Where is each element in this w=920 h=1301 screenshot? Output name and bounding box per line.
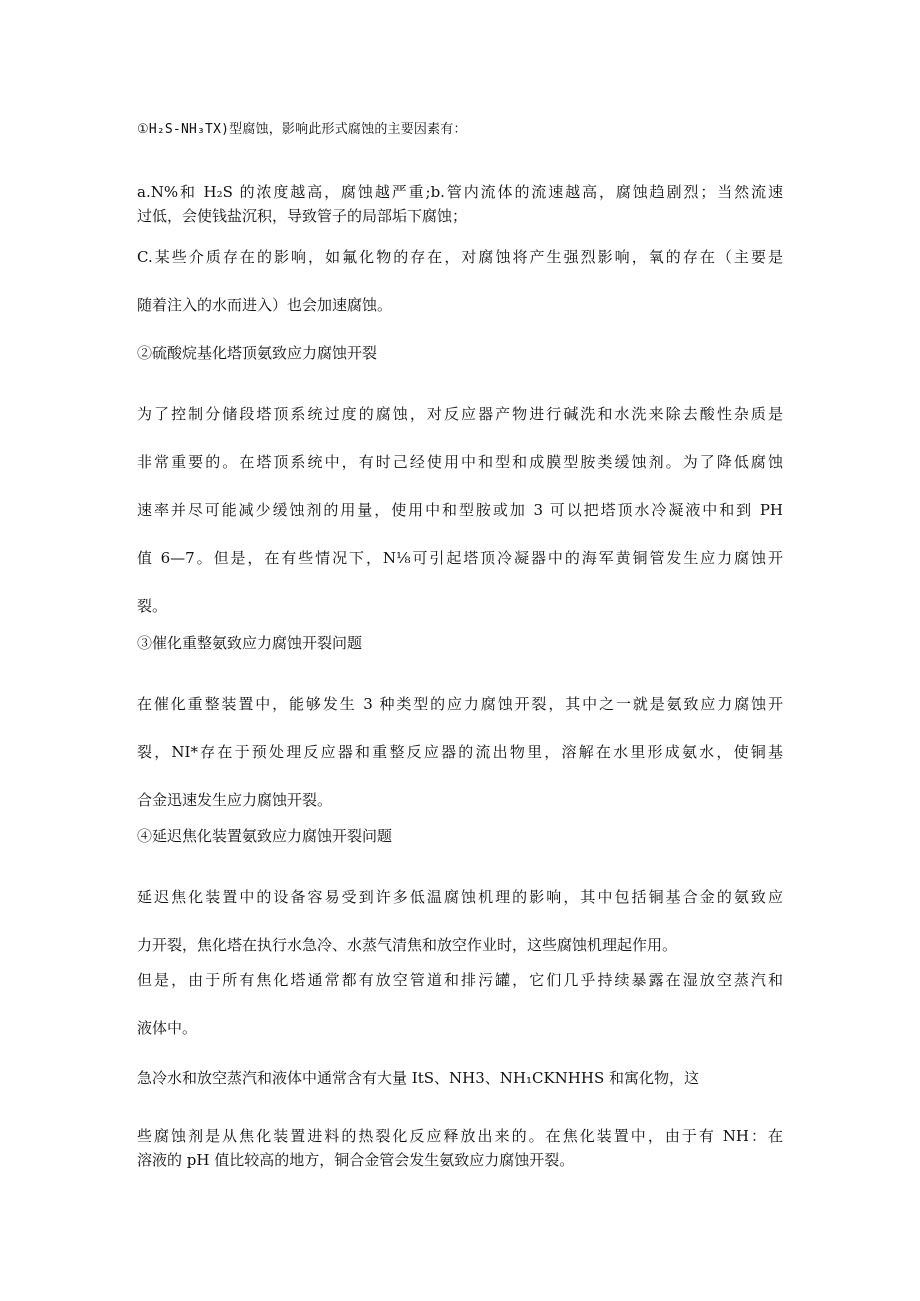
paragraph-line: 随着注入的水而进入）也会加速腐蚀。 [137,296,393,314]
paragraph-section-4 [137,873,783,969]
paragraph-line: 急冷水和放空蒸汽和液体中通常含有大量 ItS、NH3、NH₁CKNHHS 和寓化物，这 [137,1069,699,1087]
paragraph-line: 过低，会使钱盐沉积，导致管子的局部垢下腐蚀； [137,207,468,225]
paragraph-section-7 [137,1124,783,1172]
paragraph-line: 延迟焦化装置中的设备容易受到许多低温腐蚀机理的影响，其中包括铜基合金的氨致应 [137,888,783,906]
paragraph-line: 但是，由于所有焦化塔通常都有放空管道和排污罐，它们几乎持续暴露在湿放空蒸汽和 [137,971,783,989]
paragraph-line: 为了控制分储段塔顶系统过度的腐蚀，对反应器产物进行碱洗和水洗来除去酸性杂质是 [137,405,783,423]
paragraph-line: 合金迅速发生应力腐蚀开裂。 [137,791,333,809]
paragraph-line: 液体中。 [137,1019,198,1037]
paragraph-section-2 [137,390,783,630]
paragraph-line: 裂，NI*存在于预处理反应器和重整反应器的流出物里，溶解在水里形成氨水，使铜基 [137,743,783,761]
paragraph-line: 裂。 [137,597,168,615]
paragraph-line: 在催化重整装置中，能够发生 3 种类型的应力腐蚀开裂，其中之一就是氨致应力腐蚀开 [137,695,783,713]
paragraph-section-3 [137,680,783,824]
paragraph-line: 溶液的 pH 值比较高的地方，铜合金管会发生氨致应力腐蚀开裂。 [137,1151,575,1169]
paragraph-line: 速率并尽可能减少缓蚀剂的用量，使用中和型胺或加 3 可以把塔顶水冷凝液中和到 PH [137,501,783,519]
section-heading-3: ③催化重整氨致应力腐蚀开裂问题 [137,634,363,652]
paragraph-line: 非常重要的。在塔顶系统中，有时己经使用中和型和成膜型胺类缓蚀剂。为了降低腐蚀 [137,453,783,471]
paragraph-line: 值 6—7。但是，在有些情况下，N⅛可引起塔顶冷凝器中的海军黄铜管发生应力腐蚀开 [137,549,783,567]
paragraph-line: a.N%和 H₂S 的浓度越高，腐蚀越严重;b.管内流体的流速越高，腐蚀趋剧烈；当然流速 [137,183,783,201]
section-heading-4: ④延迟焦化装置氨致应力腐蚀开裂问题 [137,827,393,845]
paragraph-factors-a [137,180,783,228]
section-heading-2: ②硫酸烷基化塔顶氨致应力腐蚀开裂 [137,344,378,362]
paragraph-line: 些腐蚀剂是从焦化装置进料的热裂化反应释放出来的。在焦化装置中，由于有 NH：在 [137,1127,783,1145]
paragraph-line: C.某些介质存在的影响，如氟化物的存在，对腐蚀将产生强烈影响，氧的存在（主要是 [137,248,783,266]
paragraph-line: 力开裂，焦化塔在执行水急冷、水蒸气清焦和放空作业时，这些腐蚀机理起作用。 [137,936,678,954]
section-heading-1: ①H₂S-NH₃TX)型腐蚀，影响此形式腐蚀的主要因素有： [137,122,467,137]
